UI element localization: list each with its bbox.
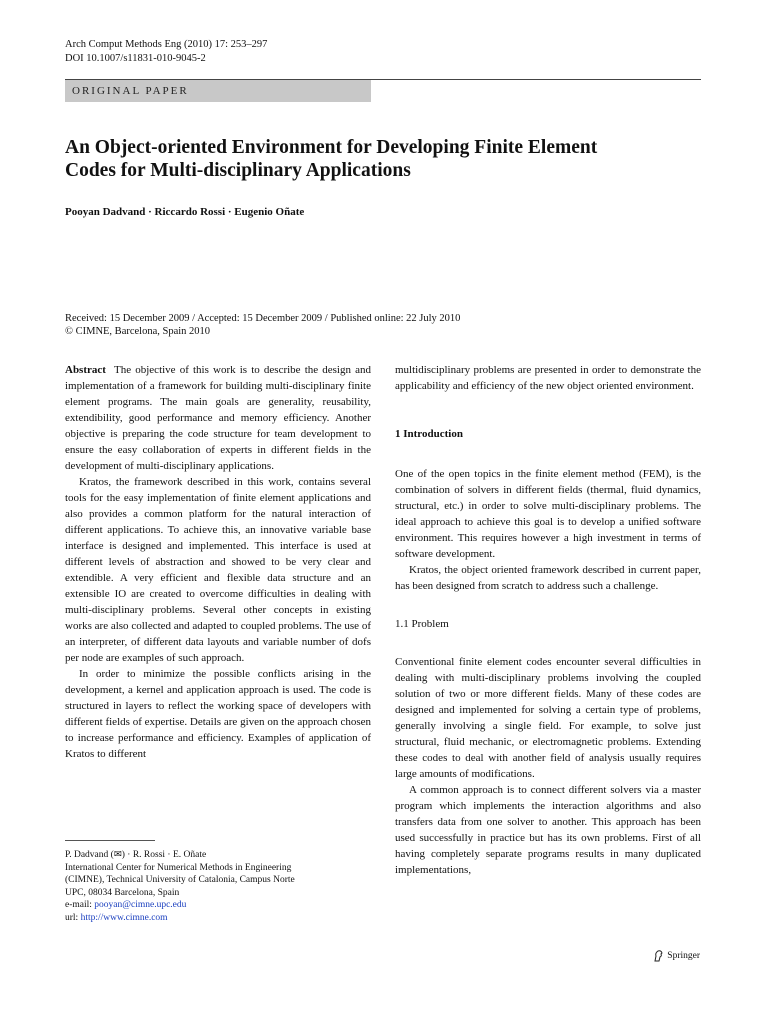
footnote-email-row — [65, 899, 371, 912]
footnote-affiliation-3: UPC, 08034 Barcelona, Spain — [65, 887, 180, 898]
intro-paragraph-1: One of the open topics in the finite element method (FEM), is the combination of solvers in different fields (thermal, fluid dynamics, structural, etc.) in order to solve multi-disciplinary problems. The ideal approach to achieve this goal is to develop a unified software environment. This requires however a high investment in terms of software development. — [395, 468, 701, 560]
abstract-label: Abstract — [65, 364, 106, 376]
publisher-name: Springer — [667, 951, 700, 961]
url-link[interactable]: http://www.cimne.com — [80, 912, 168, 923]
problem-paragraph-2: A common approach is to connect different solvers via a master program which implements the interaction algorithms and also transfers data from one solver to another. This approach has been used successfully in practice but has its own problems. First of all having completely separate programs results in many duplicated implementations, — [395, 784, 701, 876]
abstract-paragraph-3-continued: multidisciplinary problems are presented in order to demonstrate the applicability and efficiency of the new object oriented environment. — [395, 364, 701, 392]
footnote-rule — [65, 840, 155, 841]
copyright: © CIMNE, Barcelona, Spain 2010 — [65, 326, 211, 337]
footnote-affiliation-2: (CIMNE), Technical University of Catalonia, Campus Norte — [65, 875, 295, 886]
footnote-url-row — [65, 912, 371, 925]
abstract-paragraph-3: In order to minimize the possible conflicts arising in the development, a kernel and application approach is used. The code is structured in layers to reflect the working space of developers with different fields of expertise. Details are given on the approach chosen to increase performance and efficiency. Examples of application of Kratos to different — [65, 668, 371, 760]
abstract-paragraph-1 — [65, 362, 371, 474]
email-link[interactable]: pooyan@cimne.upc.edu — [94, 900, 187, 911]
email-label: e-mail: — [65, 900, 95, 911]
journal-citation: Arch Comput Methods Eng (2010) 17: 253–297 — [65, 39, 268, 50]
footnote-affiliation-1: International Center for Numerical Methods in Engineering — [65, 862, 292, 873]
doi: DOI 10.1007/s11831-010-9045-2 — [65, 53, 206, 64]
subsection-heading-problem: 1.1 Problem — [395, 618, 449, 630]
title-line-1: An Object-oriented Environment for Developing Finite Element — [65, 137, 598, 158]
author-list: Pooyan Dadvand · Riccardo Rossi · Eugenio Oñate — [65, 206, 305, 218]
publication-dates — [65, 312, 460, 338]
publisher-logo — [653, 950, 700, 962]
intro-paragraph-2: Kratos, the object oriented framework described in current paper, has been designed from scratch to address such a challenge. — [395, 564, 701, 592]
paper-title — [65, 136, 705, 182]
abstract-text-1: The objective of this work is to describe the design and implementation of a framework for building multi-disciplinary finite element programs. The main goals are generality, reusability, extendibility, good performance and memory efficiency. Another objective is preparing the code structure for team development to ensure the easy collaboration of experts in different fields in the development of multi-disciplinary applications. — [65, 364, 371, 472]
url-label: url: — [65, 912, 81, 923]
left-column — [65, 362, 371, 762]
date-history: Received: 15 December 2009 / Accepted: 15 December 2009 / Published online: 22 July 2010 — [65, 313, 461, 324]
springer-horse-icon — [653, 950, 664, 962]
abstract-paragraph-2: Kratos, the framework described in this work, contains several tools for the easy implementation of finite element applications and also provides a common platform for the natural interaction of different applications. To achieve this, an innovative variable base interface is designed and implemented. This interface is used at different levels of abstraction and showed to be very clear and extendible. A very efficient and flexible data structure and an extensible IO are created to overcome difficulties in dealing with multi-disciplinary problems. Several other concepts in existing works are also collected and adapted to coupled problems. The use of an interpreter, of different data layouts and variable number of dofs per node are examples of such approach. — [65, 476, 371, 664]
section-heading-introduction: 1 Introduction — [395, 428, 463, 440]
journal-header — [65, 38, 267, 66]
footnote-names: P. Dadvand (✉) · R. Rossi · E. Oñate — [65, 850, 207, 860]
title-line-2: Codes for Multi-disciplinary Applications — [65, 160, 411, 181]
problem-paragraph-1: Conventional finite element codes encounter several difficulties in dealing with multi-disciplinary problems involving the coupled solution of two or more different fields. Many of these codes are designed and implemented for solving a certain type of problems, generally involving a single field. For example, to solve just structural, fluid mechanic, or electromagnetic problems. Extending these codes to deal with another field of analysis usually requires large amounts of modifications. — [395, 656, 701, 780]
author-footnote — [65, 849, 371, 925]
right-column — [395, 362, 701, 878]
article-type-badge: ORIGINAL PAPER — [65, 80, 371, 102]
